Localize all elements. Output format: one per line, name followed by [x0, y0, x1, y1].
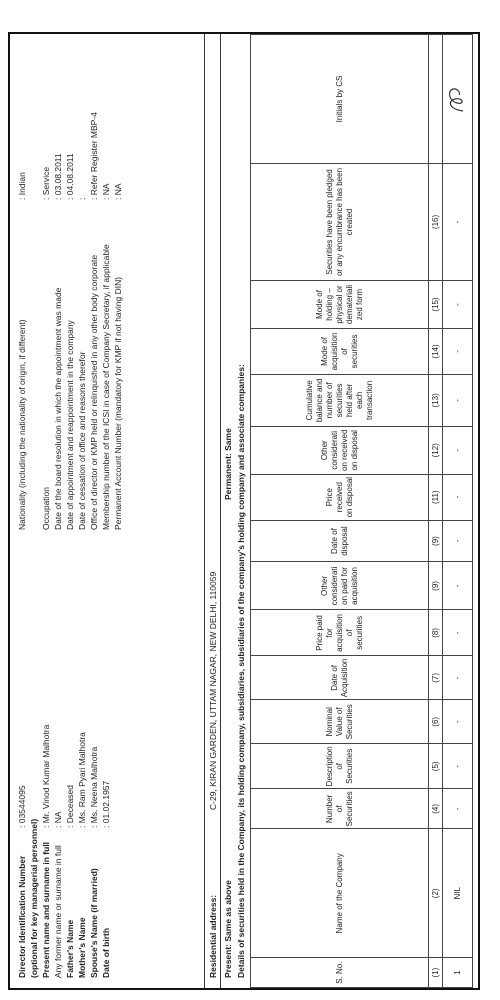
- header-cell: Description of Securities: [251, 744, 429, 789]
- row-cell: NIL: [443, 829, 473, 958]
- details-info-block: [16, 80, 124, 530]
- table-row: [443, 35, 473, 988]
- column-number: (12): [429, 426, 443, 474]
- row-cell: -: [443, 789, 473, 829]
- column-number: (5): [429, 744, 443, 789]
- securities-details-heading: Details of securities held in the Company, its holding company, subsidiaries, subsidiaries of the company's holding company and associate companies:: [236, 364, 246, 978]
- column-number: (9): [429, 562, 443, 610]
- row-cell: -: [443, 610, 473, 656]
- column-number: (13): [429, 374, 443, 426]
- mother-label: Mother's Name: [77, 917, 87, 978]
- row-cell: -: [443, 744, 473, 789]
- header-cell: Cumulative balance and number of securities held after each transaction: [251, 374, 429, 426]
- office-held-label: Office of director or KMP held or relinquished in any other body corporate: [89, 254, 99, 530]
- header-cell: Mode of acquisition of securities: [251, 328, 429, 374]
- residential-label: Residential address:: [208, 894, 218, 978]
- header-cell: S. No.: [251, 958, 429, 988]
- initials-cell: [443, 35, 473, 164]
- table-header-row: [251, 35, 429, 988]
- column-number: (11): [429, 474, 443, 520]
- membership-value: : NA: [101, 183, 111, 200]
- appointment-value: : 04.08.2011: [65, 153, 75, 200]
- cessation-label: Date of cessation of office and reasons therefor: [77, 351, 87, 530]
- father-label: Father's Name: [65, 919, 75, 978]
- column-number: (16): [429, 163, 443, 280]
- board-resolution-label: Date of the board resolution in which the appointment was made: [53, 287, 63, 530]
- row-cell: -: [443, 163, 473, 280]
- name-label: Present name and surname in full: [41, 841, 51, 978]
- address-top-divider: [204, 34, 205, 988]
- residential-value: C-29, KIRAN GARDEN, UTTAM NAGAR, NEW DELHI, 110059: [208, 571, 218, 810]
- nationality-value: : Indian: [17, 172, 27, 200]
- column-number: (15): [429, 281, 443, 329]
- header-cell: Date of Acquisition: [251, 656, 429, 700]
- pan-label: Permanent Account Number (mandatory for KMP if not having DIN): [113, 276, 123, 530]
- former-name-label: Any former name or surname in full: [53, 845, 63, 978]
- dob-value: : 01.02.1957: [101, 780, 111, 828]
- column-number: (14): [429, 328, 443, 374]
- row-cell: -: [443, 426, 473, 474]
- column-number: (7): [429, 656, 443, 700]
- column-number: (8): [429, 610, 443, 656]
- header-cell: Initials by CS: [251, 35, 429, 164]
- header-cell: Name of the Company: [251, 829, 429, 958]
- row-cell: 1: [443, 958, 473, 988]
- cessation-value: :: [77, 197, 87, 200]
- header-cell: Price paid for acquisition of securities: [251, 610, 429, 656]
- row-cell: -: [443, 281, 473, 329]
- header-cell: Date of disposal: [251, 520, 429, 562]
- header-cell: Mode of holding – physical or demateriali zed form: [251, 281, 429, 329]
- spouse-value: : Ms. Neena Malhotra: [89, 746, 99, 828]
- din-label: Director Identification Number: [17, 855, 27, 978]
- din-sub-label: (optional for key managerial personnel): [29, 818, 39, 978]
- handwritten-initials-signature: [443, 79, 469, 119]
- securities-table: [250, 34, 473, 988]
- board-resolution-value: : 03.08.2011: [53, 153, 63, 200]
- father-value: : Deceased: [65, 785, 75, 828]
- occupation-label: Occupation: [41, 487, 51, 530]
- address-mid-divider: [220, 34, 221, 988]
- nationality-label: Nationality (including the nationality of origin, if different): [17, 319, 27, 530]
- row-cell: -: [443, 520, 473, 562]
- dob-label: Date of birth: [101, 927, 111, 978]
- column-number: (1): [429, 958, 443, 988]
- column-number: (4): [429, 789, 443, 829]
- row-cell: -: [443, 700, 473, 744]
- header-cell: Other considerati on paid for acquisition: [251, 562, 429, 610]
- header-cell: Nominal Value of Securities: [251, 700, 429, 744]
- present-address: Present: Same as above: [223, 880, 233, 978]
- header-cell: Number of Securities: [251, 789, 429, 829]
- pan-value: : NA: [113, 183, 123, 200]
- row-cell: -: [443, 374, 473, 426]
- header-cell: Securities have been pledged or any encumbrance has been created: [251, 163, 429, 280]
- din-value: : 03544095: [17, 785, 27, 828]
- header-cell: Other considerati on received on disposal: [251, 426, 429, 474]
- occupation-value: : Service: [41, 166, 51, 200]
- column-number: [429, 35, 443, 164]
- appointment-label: Date of appointment and reappointment in the company: [65, 320, 75, 530]
- table-number-row: [429, 35, 443, 988]
- row-cell: -: [443, 328, 473, 374]
- header-cell: Price received on disposal: [251, 474, 429, 520]
- permanent-address: Permanent: Same: [223, 428, 233, 500]
- spouse-label: Spouse's Name (if married): [89, 868, 99, 978]
- office-held-value: : Refer Register MBP-4: [89, 112, 99, 200]
- name-value: : Mr. Vinod Kumar Malhotra: [41, 724, 51, 828]
- row-cell: -: [443, 656, 473, 700]
- row-cell: -: [443, 474, 473, 520]
- personal-info-block: [16, 678, 112, 978]
- former-name-value: : NA: [53, 811, 63, 828]
- column-number: (6): [429, 700, 443, 744]
- membership-label: Membership number of the ICSI in case of Company Secretary, if applicable: [101, 244, 111, 530]
- column-number: (9): [429, 520, 443, 562]
- column-number: (2): [429, 829, 443, 958]
- mother-value: : Ms. Ram Pyari Malhotra: [77, 732, 87, 828]
- row-cell: -: [443, 562, 473, 610]
